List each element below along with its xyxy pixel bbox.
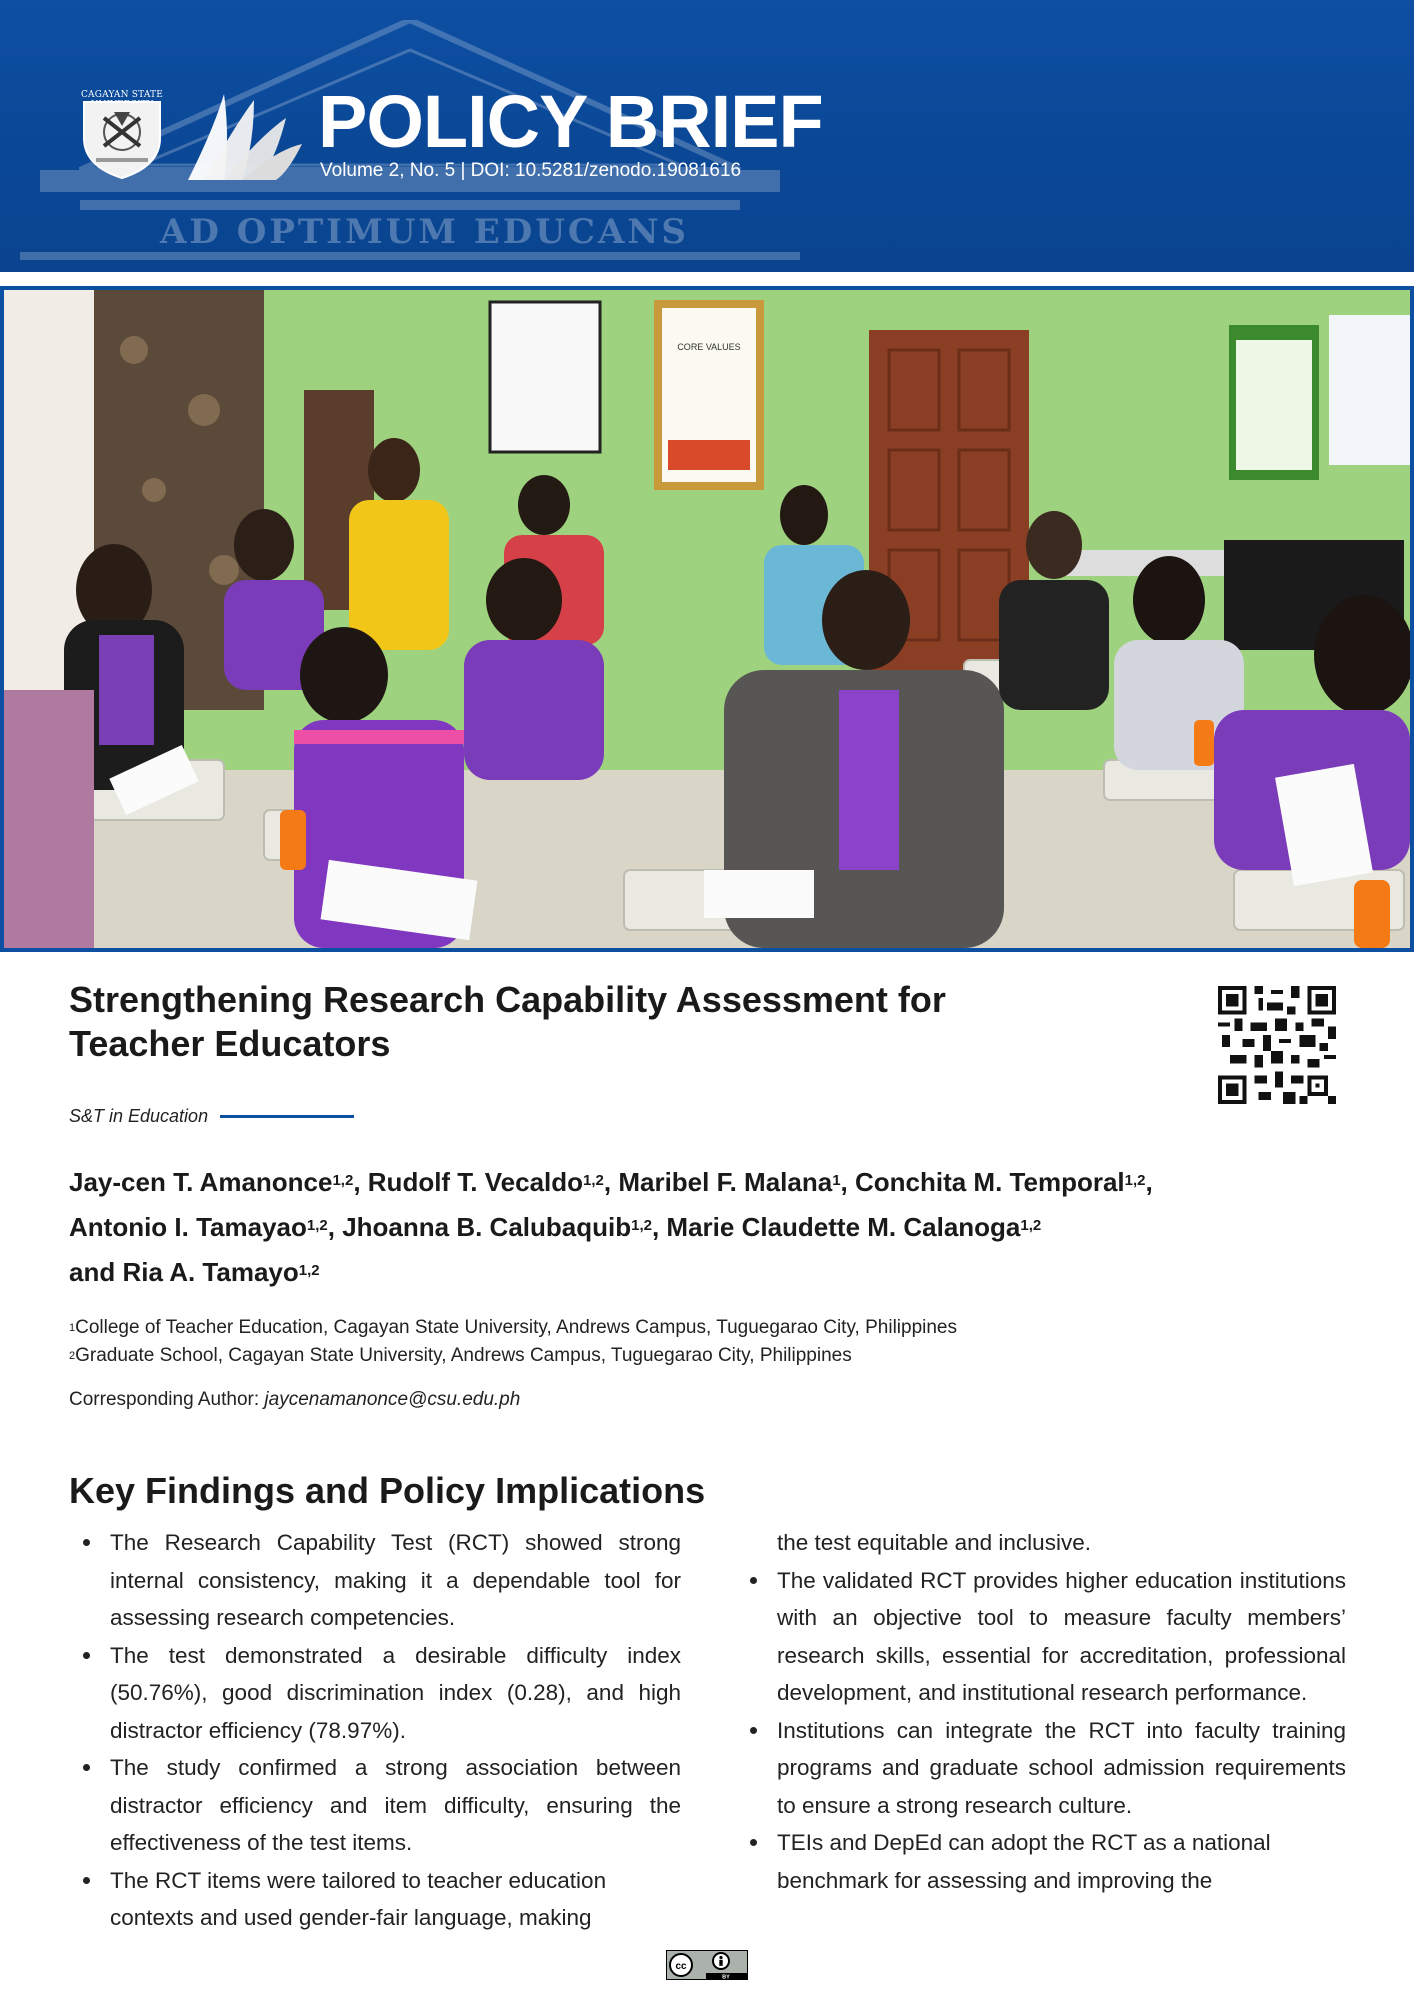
list-item-text: TEIs and DepEd can adopt the RCT as a national benchmark for assessing and improving the — [777, 1830, 1271, 1893]
poster-text: CORE VALUES — [677, 342, 741, 352]
affiliation-text: Graduate School, Cagayan State University, Andrews Campus, Tuguegarao City, Philippines — [75, 1345, 852, 1366]
article-title: Strengthening Research Capability Assessment for Teacher Educators — [69, 979, 946, 1064]
header-band — [0, 0, 1414, 272]
bullet-icon — [83, 1652, 90, 1659]
category-text: S&T in Education — [69, 1106, 209, 1126]
author-name: Jay-cen T. Amanonce — [69, 1167, 333, 1197]
university-name: CAGAYAN STATE — [80, 90, 164, 100]
authors-and: and — [69, 1257, 116, 1287]
creative-commons-license-icon[interactable] — [666, 1950, 748, 1980]
author-affiliation: 1,2 — [631, 1217, 652, 1234]
key-findings-right-column — [736, 1524, 1346, 1899]
key-findings-left-column — [69, 1524, 681, 1937]
author-line-3 — [69, 1250, 1359, 1295]
affiliation-2 — [69, 1342, 957, 1370]
qr-code-icon[interactable] — [1218, 986, 1336, 1104]
list-item — [736, 1562, 1346, 1712]
list-item — [736, 1824, 1346, 1899]
bullet-icon — [750, 1727, 757, 1734]
list-item-text: The test demonstrated a desirable difficulty index (50.76%), good discrimination index (0.28), and high distractor efficiency (78.97%). — [110, 1642, 681, 1743]
affiliations — [69, 1314, 957, 1370]
list-item-text: Institutions can integrate the RCT into faculty training programs and graduate school admission requirements to ensure a strong research culture. — [777, 1717, 1346, 1818]
list-item — [69, 1749, 681, 1862]
list-item — [69, 1862, 681, 1937]
classroom-photo — [0, 286, 1414, 952]
cc-text: cc — [675, 1961, 687, 1972]
author-affiliation: 1,2 — [332, 1172, 354, 1189]
bullet-icon — [750, 1577, 757, 1584]
author-list — [69, 1160, 1359, 1295]
corresponding-author — [69, 1389, 520, 1411]
author-name: Antonio I. Tamayao — [69, 1212, 307, 1242]
affiliation-1 — [69, 1314, 957, 1342]
author-affiliation: 1 — [832, 1172, 841, 1189]
list-item-text: The study confirmed a strong association between distractor efficiency and item difficulty, ensuring the effectiveness of the test items. — [110, 1755, 681, 1855]
author-name: Maribel F. Malana — [618, 1167, 833, 1197]
book-pages-logo-icon — [184, 88, 304, 188]
affiliation-text: College of Teacher Education, Cagayan State University, Andrews Campus, Tuguegarao City, Philippines — [75, 1317, 958, 1338]
corresponding-email-link[interactable]: jaycenamanonce@csu.edu.ph — [264, 1389, 521, 1410]
classroom-scene-image — [4, 290, 1410, 948]
author-name: Marie Claudette M. Calanoga — [666, 1212, 1021, 1242]
list-item-text: The RCT items were tailored to teacher education contexts and used gender-fair language, making — [110, 1867, 607, 1930]
author-affiliation: 1,2 — [298, 1262, 320, 1279]
by-text: BY — [722, 1974, 730, 1980]
author-affiliation: 1,2 — [1124, 1172, 1146, 1189]
affiliation-number: 1 — [69, 1322, 76, 1334]
list-item — [69, 1637, 681, 1750]
volume-doi: Volume 2, No. 5 | DOI: 10.5281/zenodo.19081616 — [320, 160, 742, 181]
author-name: Conchita M. Temporal — [854, 1167, 1125, 1197]
author-affiliation: 1,2 — [583, 1172, 604, 1189]
bullet-icon — [83, 1539, 90, 1546]
affiliation-number: 2 — [69, 1350, 76, 1362]
author-affiliation: 1,2 — [306, 1217, 328, 1234]
author-name: Ria A. Tamayo — [122, 1257, 299, 1287]
category-divider — [220, 1115, 354, 1118]
key-findings-heading: Key Findings and Policy Implications — [69, 1470, 706, 1511]
author-line-1: Jay-cen T. Amanonce$^{1,2}$, Rudolf T. Vecaldo$^{1,2}$, Maribel F. Malana$^1$, Conchita M. Temporal$^{1,2}$, — [69, 1167, 1153, 1197]
category-label — [69, 1106, 354, 1127]
author-name: Rudolf T. Vecaldo — [367, 1167, 584, 1197]
list-item — [736, 1712, 1346, 1825]
motto-watermark: AD OPTIMUM EDUCANS — [160, 212, 689, 252]
author-affiliation: 1,2 — [1020, 1217, 1042, 1234]
corresponding-label: Corresponding Author: — [69, 1389, 260, 1410]
author-name: Jhoanna B. Calubaquib — [342, 1212, 632, 1242]
list-item-text: The Research Capability Test (RCT) showed strong internal consistency, making it a dependable tool for assessing research competencies. — [110, 1530, 681, 1630]
author-line-2: Antonio I. Tamayao$^{1,2}$, Jhoanna B. Calubaquib$^{1,2}$, Marie Claudette M. Calanoga$^{1,2}$ — [69, 1212, 1042, 1242]
bullet-icon — [83, 1764, 90, 1771]
university-seal-icon — [74, 88, 170, 180]
list-item-text: The validated RCT provides higher education institutions with an objective tool to measure faculty members’ research skills, essential for accreditation, professional development, and institutional research performance. — [777, 1567, 1346, 1705]
list-item-continuation: the test equitable and inclusive. — [777, 1530, 1091, 1555]
bullet-icon — [83, 1877, 90, 1884]
page-title: POLICY BRIEF — [318, 80, 823, 163]
bullet-icon — [750, 1839, 757, 1846]
list-item — [69, 1524, 681, 1637]
